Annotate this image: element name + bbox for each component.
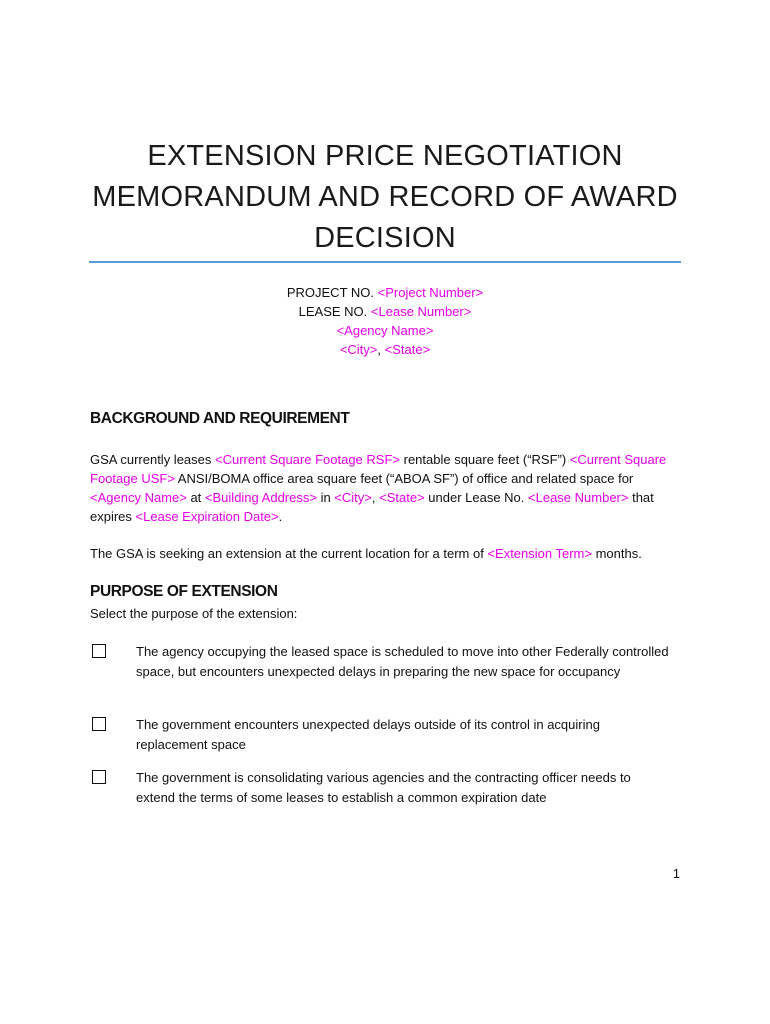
bg-text-5: in — [316, 490, 335, 505]
page-number: 1 — [672, 866, 680, 881]
title-line-2: MEMORANDUM AND RECORD OF AWARD — [92, 181, 678, 213]
bg-lease-placeholder: <Lease Number> — [528, 490, 629, 505]
state-placeholder: <State> — [384, 342, 431, 357]
term-text-1: The GSA is seeking an extension at the current location for a term of — [90, 546, 488, 561]
title-line-3: DECISION — [314, 222, 456, 254]
purpose-option-text: The government encounters unexpected delays outside of its control in acquiring replacement space — [136, 717, 600, 752]
title-divider — [89, 261, 681, 263]
project-label: PROJECT NO. — [286, 285, 375, 300]
bg-text-1: GSA currently leases — [90, 452, 215, 467]
bg-text-9: . — [278, 509, 283, 524]
purpose-checkbox-2[interactable] — [92, 717, 106, 731]
city-placeholder: <City> — [339, 342, 378, 357]
extension-term-paragraph — [90, 544, 670, 563]
bg-text-2: rentable square feet (“RSF”) — [400, 452, 570, 467]
bg-text-6: , — [371, 490, 380, 505]
lease-number-line — [90, 302, 680, 321]
lease-expiration-placeholder: <Lease Expiration Date> — [135, 509, 279, 524]
rsf-placeholder: <Current Square Footage RSF> — [215, 452, 400, 467]
purpose-instruction: Select the purpose of the extension: — [90, 606, 298, 621]
purpose-heading: PURPOSE OF EXTENSION — [90, 583, 278, 600]
lease-label: LEASE NO. — [298, 304, 368, 319]
usf-placeholder: <Current Square Footage USF> — [90, 452, 667, 486]
extension-term-placeholder: <Extension Term> — [487, 546, 592, 561]
bg-text-8: that expires — [90, 490, 654, 524]
agency-name-placeholder: <Agency Name> — [336, 323, 434, 338]
background-heading: BACKGROUND AND REQUIREMENT — [90, 410, 350, 427]
agency-line — [90, 321, 680, 340]
term-text-2: months. — [591, 546, 642, 561]
bg-state-placeholder: <State> — [379, 490, 425, 505]
document-title — [90, 136, 680, 259]
project-header — [90, 283, 680, 359]
purpose-option — [90, 770, 680, 830]
city-state-line — [90, 340, 680, 359]
background-paragraph — [90, 450, 670, 526]
purpose-checkbox-3[interactable] — [92, 770, 106, 784]
purpose-option-text: The agency occupying the leased space is scheduled to move into other Federally controlled space, but encounters unexpected delays in preparing the new space for occupancy — [136, 644, 669, 679]
city-state-separator: , — [377, 342, 385, 357]
bg-text-7: under Lease No. — [424, 490, 529, 505]
lease-number-placeholder: <Lease Number> — [370, 304, 472, 319]
purpose-option-text: The government is consolidating various agencies and the contracting officer needs to extend the terms of some leases to establish a common expiration date — [136, 770, 631, 805]
purpose-option — [90, 644, 680, 704]
bg-text-4: at — [186, 490, 205, 505]
bg-agency-placeholder: <Agency Name> — [90, 490, 187, 505]
bg-text-3: ANSI/BOMA office area square feet (“ABOA SF”) of office and related space for — [174, 471, 634, 486]
project-number-line — [90, 283, 680, 302]
bg-city-placeholder: <City> — [334, 490, 372, 505]
purpose-checkbox-1[interactable] — [92, 644, 106, 658]
building-address-placeholder: <Building Address> — [204, 490, 317, 505]
title-line-1: EXTENSION PRICE NEGOTIATION — [147, 140, 623, 172]
project-number-placeholder: <Project Number> — [377, 285, 484, 300]
